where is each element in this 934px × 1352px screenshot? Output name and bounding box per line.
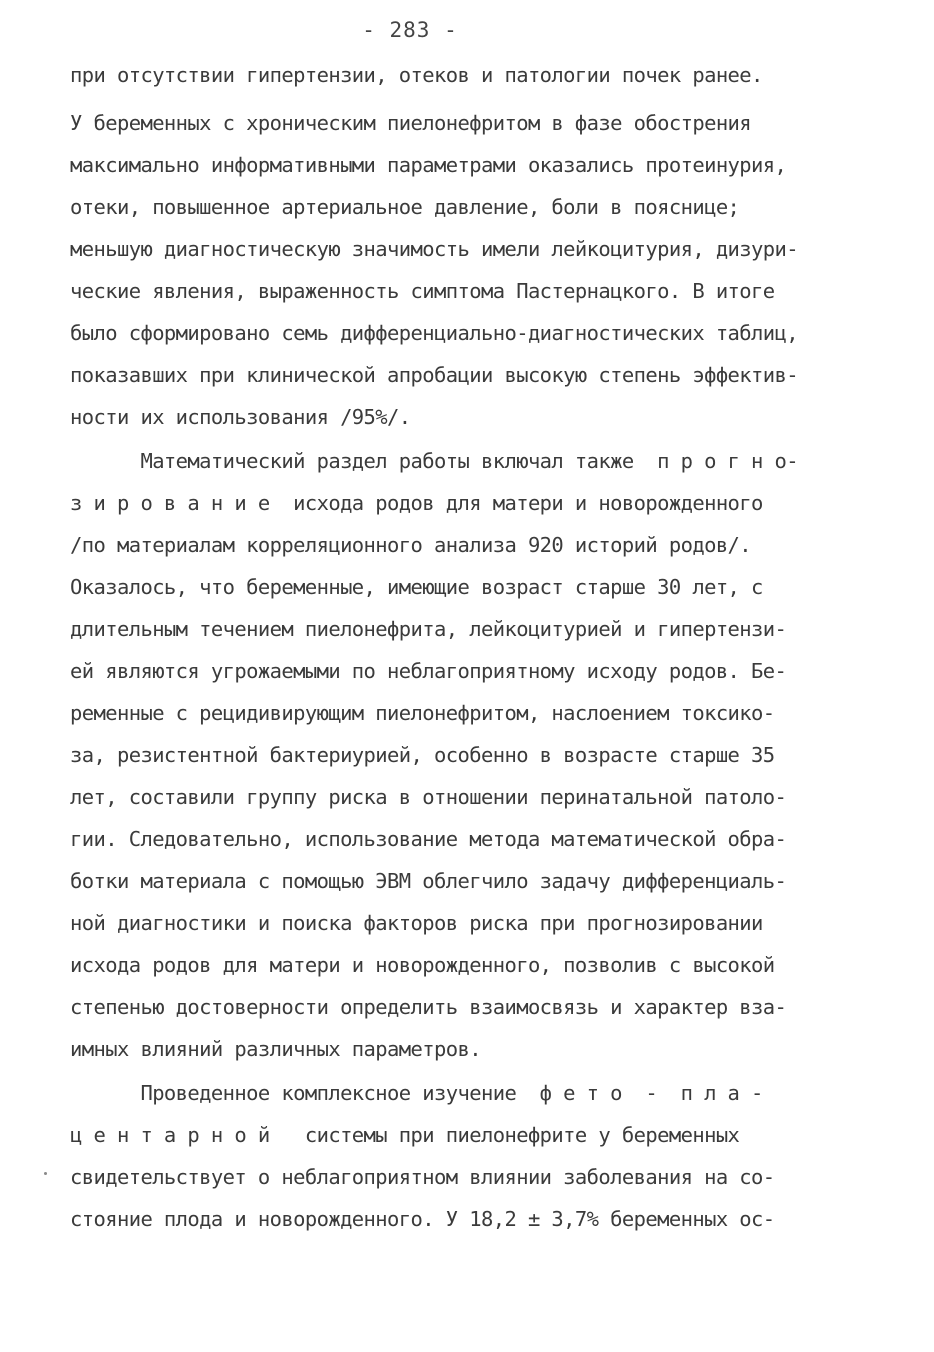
text-line: гии. Следовательно, использование метода математической обра- [70, 827, 787, 851]
text-line: ей являются угрожаемыми по неблагоприятному исходу родов. Бе- [70, 659, 787, 683]
text-line: ческие явления, выраженность симптома Пастернацкого. В итоге [70, 279, 775, 303]
text-line: ц е н т а р н о й системы при пиелонефрите у беременных [70, 1123, 740, 1147]
text-line: ременные с рецидивирующим пиелонефритом, наслоением токсико- [70, 701, 775, 725]
text-line: длительным течением пиелонефрита, лейкоцитурией и гипертензи- [70, 617, 787, 641]
text-line: степенью достоверности определить взаимосвязь и характер вза- [70, 995, 787, 1019]
text-line: з и р о в а н и е исхода родов для матери и новорожденного [70, 491, 763, 515]
text-line: Проведенное комплексное изучение ф е т о - п л а - [70, 1081, 763, 1105]
text-line: свидетельствует о неблагоприятном влиянии заболевания на со- [70, 1165, 775, 1189]
text-line: было сформировано семь дифференциально-диагностических таблиц, [70, 321, 799, 345]
text-line: У беременных с хроническим пиелонефритом в фазе обострения [70, 111, 752, 135]
text-line: ботки материала с помощью ЭВМ облегчило задачу дифференциаль- [70, 869, 787, 893]
text-line: исхода родов для матери и новорожденного, позволив с высокой [70, 953, 775, 977]
text-line: при отсутствии гипертензии, отеков и патологии почек ранее. [70, 63, 763, 87]
text-line: Математический раздел работы включал также п р о г н о- [70, 449, 799, 473]
text-line: отеки, повышенное артериальное давление, боли в пояснице; [70, 195, 740, 219]
text-line: Оказалось, что беременные, имеющие возраст старше 30 лет, с [70, 575, 763, 599]
text-line: /по материалам корреляционного анализа 920 историй родов/. [70, 533, 752, 557]
text-line: за, резистентной бактериурией, особенно в возрасте старше 35 [70, 743, 775, 767]
text-line: ной диагностики и поиска факторов риска при прогнозировании [70, 911, 763, 935]
text-line: ности их использования /95%/. [70, 405, 411, 429]
text-line: стояние плода и новорожденного. У 18,2 ± 3,7% беременных ос- [70, 1207, 775, 1231]
page-number: - 283 - [362, 18, 458, 42]
text-line: максимально информативными параметрами оказались протеинурия, [70, 153, 787, 177]
text-line: меньшую диагностическую значимость имели лейкоцитурия, дизури- [70, 237, 799, 261]
text-line: имных влияний различных параметров. [70, 1037, 481, 1061]
text-line: лет, составили группу риска в отношении перинатальной патоло- [70, 785, 787, 809]
text-line: показавших при клинической апробации высокую степень эффектив- [70, 363, 799, 387]
margin-speck [44, 1172, 47, 1175]
